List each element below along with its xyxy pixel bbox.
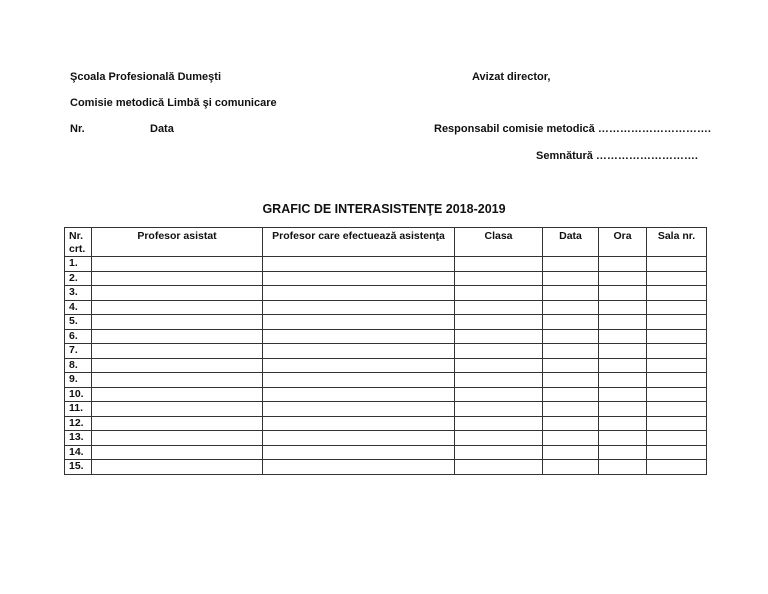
- cell-ora[interactable]: [599, 286, 647, 301]
- cell-profesor-efectueaza[interactable]: [263, 402, 455, 417]
- cell-profesor-asistat[interactable]: [92, 460, 263, 475]
- cell-sala[interactable]: [647, 402, 707, 417]
- header-nr-crt: [65, 228, 92, 257]
- cell-profesor-efectueaza[interactable]: [263, 387, 455, 402]
- cell-sala[interactable]: [647, 271, 707, 286]
- cell-sala[interactable]: [647, 358, 707, 373]
- table-row: [65, 315, 707, 330]
- cell-data[interactable]: [543, 300, 599, 315]
- row-number: 11.: [65, 402, 92, 417]
- table-row: [65, 445, 707, 460]
- data-label: Data: [150, 123, 174, 135]
- cell-clasa[interactable]: [455, 300, 543, 315]
- cell-ora[interactable]: [599, 329, 647, 344]
- row-number: 5.: [65, 315, 92, 330]
- cell-sala[interactable]: [647, 445, 707, 460]
- cell-data[interactable]: [543, 257, 599, 272]
- table-row: [65, 460, 707, 475]
- row-number: 12.: [65, 416, 92, 431]
- table-row: [65, 329, 707, 344]
- header-profesor-asistat: Profesor asistat: [92, 228, 263, 257]
- cell-profesor-asistat[interactable]: [92, 358, 263, 373]
- table-row: [65, 300, 707, 315]
- cell-profesor-efectueaza[interactable]: [263, 257, 455, 272]
- cell-profesor-efectueaza[interactable]: [263, 329, 455, 344]
- cell-data[interactable]: [543, 373, 599, 388]
- cell-data[interactable]: [543, 358, 599, 373]
- responsabil-line: Responsabil comisie metodică ………………………….: [434, 123, 711, 135]
- cell-clasa[interactable]: [455, 387, 543, 402]
- header-nr-line1: Nr.: [69, 230, 84, 242]
- cell-profesor-efectueaza[interactable]: [263, 300, 455, 315]
- cell-profesor-efectueaza[interactable]: [263, 373, 455, 388]
- row-number: 7.: [65, 344, 92, 359]
- cell-profesor-efectueaza[interactable]: [263, 460, 455, 475]
- row-number: 14.: [65, 445, 92, 460]
- cell-sala[interactable]: [647, 416, 707, 431]
- cell-sala[interactable]: [647, 286, 707, 301]
- cell-clasa[interactable]: [455, 431, 543, 446]
- cell-clasa[interactable]: [455, 257, 543, 272]
- cell-data[interactable]: [543, 416, 599, 431]
- row-number: 1.: [65, 257, 92, 272]
- cell-sala[interactable]: [647, 387, 707, 402]
- cell-profesor-asistat[interactable]: [92, 257, 263, 272]
- semnatura-line: Semnătură ……………………….: [536, 150, 698, 162]
- cell-data[interactable]: [543, 344, 599, 359]
- table-header-row: [65, 228, 707, 257]
- cell-profesor-asistat[interactable]: [92, 431, 263, 446]
- cell-clasa[interactable]: [455, 271, 543, 286]
- cell-ora[interactable]: [599, 416, 647, 431]
- cell-profesor-asistat[interactable]: [92, 402, 263, 417]
- table-row: [65, 344, 707, 359]
- cell-sala[interactable]: [647, 257, 707, 272]
- cell-profesor-efectueaza[interactable]: [263, 445, 455, 460]
- cell-clasa[interactable]: [455, 373, 543, 388]
- cell-ora[interactable]: [599, 315, 647, 330]
- cell-data[interactable]: [543, 387, 599, 402]
- table-row: [65, 257, 707, 272]
- cell-ora[interactable]: [599, 431, 647, 446]
- cell-profesor-efectueaza[interactable]: [263, 286, 455, 301]
- row-number: 3.: [65, 286, 92, 301]
- cell-ora[interactable]: [599, 271, 647, 286]
- header-data: Data: [543, 228, 599, 257]
- cell-ora[interactable]: [599, 387, 647, 402]
- cell-ora[interactable]: [599, 344, 647, 359]
- cell-profesor-efectueaza[interactable]: [263, 271, 455, 286]
- row-number: 10.: [65, 387, 92, 402]
- table-row: [65, 286, 707, 301]
- table-row: [65, 416, 707, 431]
- cell-clasa[interactable]: [455, 460, 543, 475]
- header-nr-line2: crt.: [69, 243, 86, 255]
- row-number: 13.: [65, 431, 92, 446]
- header-clasa: Clasa: [455, 228, 543, 257]
- cell-profesor-efectueaza[interactable]: [263, 315, 455, 330]
- cell-profesor-asistat[interactable]: [92, 329, 263, 344]
- comisie-metodica: Comisie metodică Limbă şi comunicare: [70, 97, 277, 109]
- school-name: Şcoala Profesională Dumeşti: [70, 71, 221, 83]
- cell-profesor-asistat[interactable]: [92, 300, 263, 315]
- cell-sala[interactable]: [647, 300, 707, 315]
- cell-clasa[interactable]: [455, 329, 543, 344]
- header-sala: Sala nr.: [647, 228, 707, 257]
- avizat-director: Avizat director,: [472, 71, 551, 83]
- cell-data[interactable]: [543, 460, 599, 475]
- cell-data[interactable]: [543, 315, 599, 330]
- cell-profesor-asistat[interactable]: [92, 373, 263, 388]
- row-number: 2.: [65, 271, 92, 286]
- interasistenta-table: [64, 227, 707, 475]
- cell-ora[interactable]: [599, 402, 647, 417]
- nr-label: Nr.: [70, 123, 85, 135]
- cell-sala[interactable]: [647, 431, 707, 446]
- cell-clasa[interactable]: [455, 358, 543, 373]
- cell-profesor-efectueaza[interactable]: [263, 416, 455, 431]
- row-number: 4.: [65, 300, 92, 315]
- cell-clasa[interactable]: [455, 344, 543, 359]
- cell-ora[interactable]: [599, 373, 647, 388]
- table-row: [65, 358, 707, 373]
- cell-data[interactable]: [543, 431, 599, 446]
- cell-profesor-efectueaza[interactable]: [263, 344, 455, 359]
- cell-data[interactable]: [543, 402, 599, 417]
- table-row: [65, 431, 707, 446]
- cell-data[interactable]: [543, 271, 599, 286]
- cell-profesor-asistat[interactable]: [92, 271, 263, 286]
- cell-ora[interactable]: [599, 445, 647, 460]
- cell-profesor-asistat[interactable]: [92, 315, 263, 330]
- cell-profesor-asistat[interactable]: [92, 416, 263, 431]
- table-row: [65, 373, 707, 388]
- cell-data[interactable]: [543, 445, 599, 460]
- cell-profesor-efectueaza[interactable]: [263, 358, 455, 373]
- cell-ora[interactable]: [599, 460, 647, 475]
- cell-profesor-efectueaza[interactable]: [263, 431, 455, 446]
- cell-data[interactable]: [543, 329, 599, 344]
- cell-ora[interactable]: [599, 300, 647, 315]
- cell-clasa[interactable]: [455, 315, 543, 330]
- cell-sala[interactable]: [647, 460, 707, 475]
- cell-data[interactable]: [543, 286, 599, 301]
- cell-clasa[interactable]: [455, 416, 543, 431]
- cell-profesor-asistat[interactable]: [92, 286, 263, 301]
- cell-profesor-asistat[interactable]: [92, 445, 263, 460]
- cell-sala[interactable]: [647, 315, 707, 330]
- table-row: [65, 387, 707, 402]
- cell-clasa[interactable]: [455, 445, 543, 460]
- row-number: 8.: [65, 358, 92, 373]
- header-ora: Ora: [599, 228, 647, 257]
- cell-profesor-asistat[interactable]: [92, 344, 263, 359]
- document-title: GRAFIC DE INTERASISTENŢE 2018-2019: [262, 202, 506, 216]
- cell-sala[interactable]: [647, 329, 707, 344]
- row-number: 15.: [65, 460, 92, 475]
- cell-sala[interactable]: [647, 373, 707, 388]
- row-number: 9.: [65, 373, 92, 388]
- cell-clasa[interactable]: [455, 402, 543, 417]
- cell-profesor-asistat[interactable]: [92, 387, 263, 402]
- cell-ora[interactable]: [599, 358, 647, 373]
- table-row: [65, 271, 707, 286]
- header-profesor-efectueaza: Profesor care efectuează asistenţa: [263, 228, 455, 257]
- cell-clasa[interactable]: [455, 286, 543, 301]
- cell-ora[interactable]: [599, 257, 647, 272]
- cell-sala[interactable]: [647, 344, 707, 359]
- row-number: 6.: [65, 329, 92, 344]
- table-row: [65, 402, 707, 417]
